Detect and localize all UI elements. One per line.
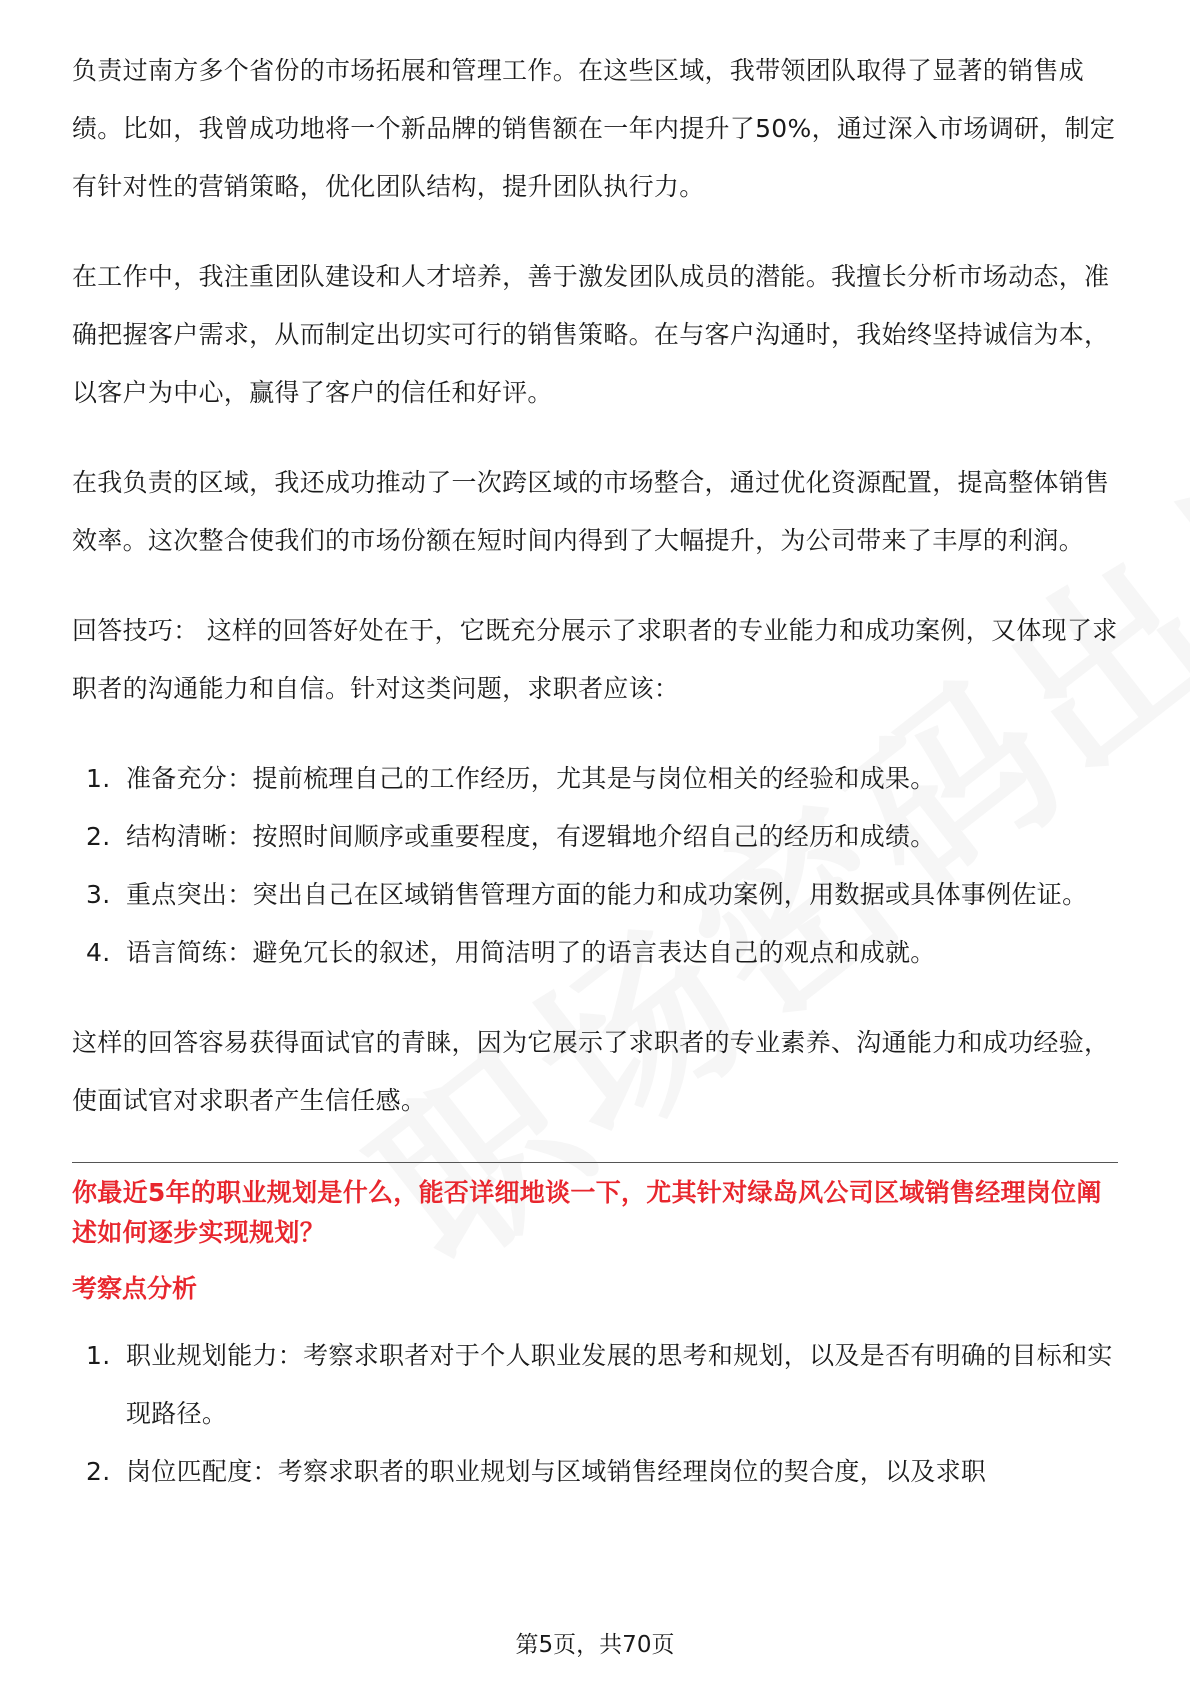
tip-text: 这样的回答好处在于，它既充分展示了求职者的专业能力和成功案例，又体现了求职者的沟通能力和自信。针对这类问题，求职者应该： [72,616,1118,703]
list-item [72,750,1118,808]
interview-question: 你最近5年的职业规划是什么，能否详细地谈一下，尤其针对绿岛风公司区域销售经理岗位阐述如何逐步实现规划？ [72,1178,1102,1247]
list-text: 结构清晰：按照时间顺序或重要程度，有逻辑地介绍自己的经历和成绩。 [126,822,936,851]
list-item [72,924,1118,982]
page-number: 第5页，共70页 [515,1632,675,1658]
paragraph-teamwork: 在工作中，我注重团队建设和人才培养，善于激发团队成员的潜能。我擅长分析市场动态，准确把握客户需求，从而制定出切实可行的销售策略。在与客户沟通时，我始终坚持诚信为本，以客户为中心，赢得了客户的信任和好评。 [72,262,1110,407]
list-number: 4. [86,938,111,967]
list-item [72,866,1118,924]
paragraph-conclusion: 这样的回答容易获得面试官的青睐，因为它展示了求职者的专业素养、沟通能力和成功经验，使面试官对求职者产生信任感。 [72,1028,1110,1115]
list-text: 准备充分：提前梳理自己的工作经历，尤其是与岗位相关的经验和成果。 [126,764,936,793]
analysis-list [72,1327,1118,1501]
list-text: 职业规划能力：考察求职者对于个人职业发展的思考和规划，以及是否有明确的目标和实现路径。 [126,1341,1113,1428]
list-text: 岗位匹配度：考察求职者的职业规划与区域销售经理岗位的契合度，以及求职 [126,1457,987,1486]
analysis-heading: 考察点分析 [72,1274,198,1303]
paragraph-integration: 在我负责的区域，我还成功推动了一次跨区域的市场整合，通过优化资源配置，提高整体销售效率。这次整合使我们的市场份额在短时间内得到了大幅提升，为公司带来了丰厚的利润。 [72,468,1110,555]
list-number: 2. [86,822,111,851]
list-text: 重点突出：突出自己在区域销售管理方面的能力和成功案例，用数据或具体事例佐证。 [126,880,1088,909]
section-divider [72,1162,1118,1163]
list-item [72,808,1118,866]
list-item [72,1327,1118,1443]
list-number: 2. [86,1457,111,1486]
tips-list [72,750,1118,982]
list-item [72,1443,1118,1501]
list-number: 1. [86,1341,111,1370]
list-number: 3. [86,880,111,909]
answer-tip [72,602,1118,718]
list-text: 语言简练：避免冗长的叙述，用简洁明了的语言表达自己的观点和成就。 [126,938,936,967]
paragraph-experience: 负责过南方多个省份的市场拓展和管理工作。在这些区域，我带领团队取得了显著的销售成绩。比如，我曾成功地将一个新品牌的销售额在一年内提升了50%，通过深入市场调研，制定有针对性的营销策略，优化团队结构，提升团队执行力。 [72,56,1116,201]
tip-label: 回答技巧： [72,616,199,645]
document-page [72,42,1118,1533]
list-number: 1. [86,764,111,793]
